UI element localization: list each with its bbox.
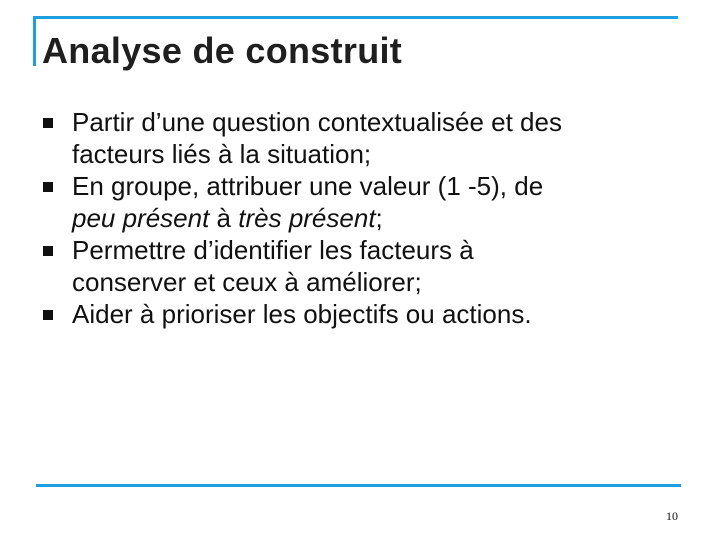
bottom-rule <box>36 484 681 487</box>
page-number: 10 <box>666 509 678 523</box>
bullet-item <box>43 234 563 298</box>
top-rule <box>33 16 678 19</box>
square-bullet-icon <box>43 246 53 256</box>
bullet-text: Aider à prioriser les objectifs ou actions. <box>72 299 532 329</box>
slide-title: Analyse de construit <box>42 30 403 71</box>
bullet-text-pre: En groupe, attribuer une valeur (1 -5), de <box>72 171 544 201</box>
square-bullet-icon <box>43 118 53 128</box>
bullet-item <box>43 298 563 330</box>
bullet-emphasis-high: très présent <box>238 203 376 233</box>
left-rule <box>33 16 36 66</box>
bullet-text-mid: à <box>209 203 239 233</box>
square-bullet-icon <box>43 310 53 320</box>
bullet-text-post: ; <box>375 203 383 233</box>
bullet-text: Partir d’une question contextualisée et des facteurs liés à la situation; <box>72 107 562 169</box>
bullet-item <box>43 170 563 234</box>
square-bullet-icon <box>43 182 53 192</box>
bullet-emphasis-low: peu présent <box>72 203 210 233</box>
bullet-item <box>43 106 563 170</box>
bullet-list <box>43 106 563 330</box>
bullet-text: Permettre d’identifier les facteurs à conserver et ceux à améliorer; <box>72 235 474 297</box>
